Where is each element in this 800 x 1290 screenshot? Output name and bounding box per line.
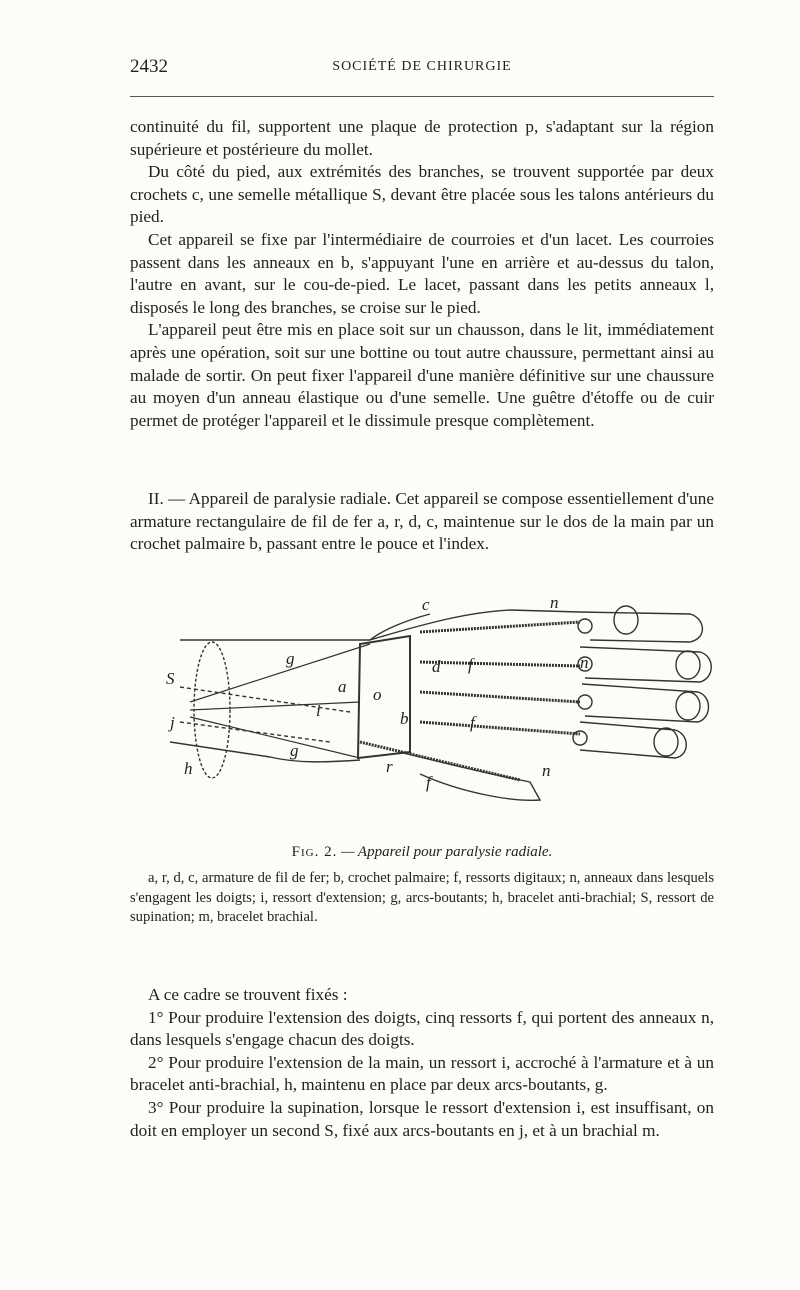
caption-legend: a, r, d, c, armature de fil de fer; b, crochet palmaire; f, ressorts digitaux; n, anneaux dans lesquels s'engagent les doigts; i, ressort d'extension; g, arcs-boutants; h, bracelet anti-brachial; S, ressort de supination; m, bracelet brachial. (130, 870, 714, 926)
finger-1 (580, 612, 702, 642)
figure-label: n (542, 761, 551, 780)
wire-frame (358, 636, 410, 758)
fingernail (676, 651, 700, 679)
figure-label: S (166, 669, 175, 688)
running-head: SOCIÉTÉ DE CHIRURGIE (332, 59, 512, 74)
fingernail (676, 692, 700, 720)
figure-label: j (170, 713, 175, 732)
paragraph: 1° Pour produire l'extension des doigts, cinq ressorts f, qui portent des anneaux n, dans lesquels s'engage chacun des doigts. (130, 1007, 714, 1050)
supination-spring (180, 722, 330, 742)
figure-label: g (286, 649, 295, 668)
paragraph: II. — Appareil de paralysie radiale. Cet appareil se compose essentiellement d'une armature rectangulaire de fil de fer a, r, d, c, maintenue sur le dos de la main par un crochet palmaire b, passant entre le pouce et l'index. (130, 489, 714, 554)
hand-dorsum (370, 610, 580, 640)
fingernail (614, 606, 638, 634)
finger-ring (578, 619, 592, 633)
page-number: 2432 (130, 56, 168, 77)
fingernail (654, 728, 678, 756)
figure-label: g (290, 741, 299, 760)
paragraph: L'appareil peut être mis en place soit sur un chausson, dans le lit, immédiatement après une opération, soit sur une bottine ou tout autre chaussure, permettant ainsi au malade de sortir. On peut fixer l'appareil d'une manière définitive sur une chaussure au moyen d'un anneau élastique ou d'une semelle. Une guêtre d'étoffe ou de cuir permet de protéger l'appareil et le dissimule presque complètement. (130, 320, 714, 430)
paragraph: A ce cadre se trouvent fixés : (148, 985, 348, 1004)
thumb-spring (360, 742, 520, 780)
paragraph: Du côté du pied, aux extrémités des branches, se trouvent supportée par deux crochets c, une semelle métallique S, devant être placée sous les talons antérieurs du pied. (130, 162, 714, 227)
finger-spring (420, 622, 580, 632)
figure-label: n (580, 653, 589, 672)
figure-label: a (338, 677, 347, 696)
caption-title (130, 844, 714, 861)
paragraph: 3° Pour produire la supination, lorsque le ressort d'extension i, est insuffisant, on doit en employer un second S, fixé aux arcs-boutants en j, et à un brachial m. (130, 1097, 714, 1140)
caption-text: — Appareil pour paralysie radiale. (341, 844, 553, 860)
supination-spring (180, 687, 350, 712)
finger-ring (578, 695, 592, 709)
thumb (400, 752, 540, 800)
arc-boutant (190, 717, 360, 758)
figure-label: o (373, 685, 382, 704)
header-rule (130, 96, 714, 97)
figure-label: n (550, 593, 559, 612)
finger-4 (580, 722, 686, 758)
figure-label: b (400, 709, 409, 728)
finger-spring (420, 662, 580, 666)
page-header (130, 56, 714, 88)
text-block-upper (130, 116, 714, 432)
figure-label: f (426, 773, 431, 792)
figure-label: c (422, 595, 430, 614)
forearm-bottom-edge (170, 742, 360, 762)
figure-label: h (184, 759, 193, 778)
figure-label: f (470, 713, 475, 732)
finger-3 (582, 684, 709, 722)
text-block-section-ii (130, 488, 714, 556)
figure-caption (130, 844, 714, 928)
paragraph: continuité du fil, supportent une plaque de protection p, s'adaptant sur la région supérieure et postérieure du mollet. (130, 117, 714, 159)
figure-label: r (386, 757, 393, 776)
figure-label: f (468, 655, 473, 674)
figure-label: d (432, 657, 441, 676)
hand-apparatus-figure (130, 592, 720, 832)
extension-spring (190, 702, 360, 710)
finger-spring (420, 692, 580, 702)
figure-label: i (316, 701, 321, 720)
figure-number: Fig. 2. (291, 844, 338, 860)
text-block-lower (130, 984, 714, 1142)
paragraph: Cet appareil se fixe par l'intermédiaire de courroies et d'un lacet. Les courroies passent dans les anneaux en b, s'appuyant l'une en arrière et au-dessus du talon, l'autre en avant, sur le cou-de-pied. Le lacet, passant dans les petits anneaux l, disposés le long des branches, se croise sur le pied. (130, 229, 714, 317)
finger-spring (420, 722, 580, 734)
paragraph: 2° Pour produire l'extension de la main, un ressort i, accroché à l'armature et à un bracelet anti-brachial, h, maintenu en place par deux arcs-boutants, g. (130, 1052, 714, 1095)
forearm-top-edge (180, 614, 430, 640)
hand-drawing (170, 606, 711, 800)
